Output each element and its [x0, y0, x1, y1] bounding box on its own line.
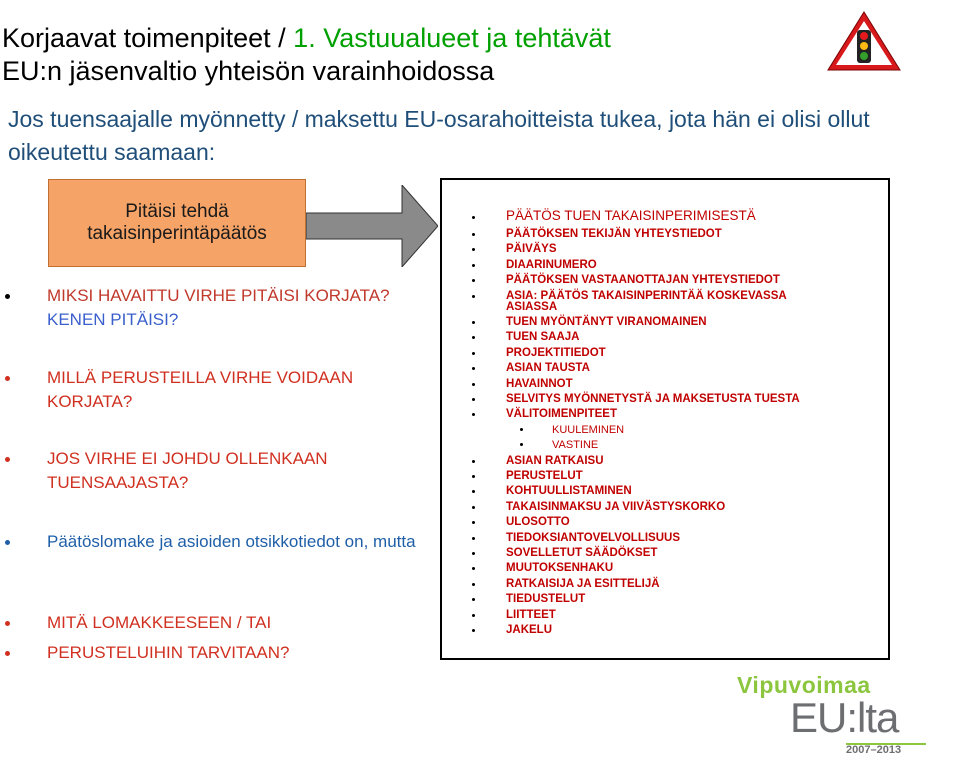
list-item: PERUSTELUIHIN TARVITAAN? [47, 643, 290, 662]
bullet-icon [4, 650, 11, 657]
bullet-icon [4, 375, 11, 382]
decision-item: TIEDOKSIANTOVELVOLLISUUS [506, 531, 681, 544]
bullet-icon [472, 506, 475, 509]
bullet-icon [472, 352, 475, 355]
decision-item: ASIAN TAUSTA [506, 362, 590, 375]
decision-item: PÄÄTÖKSEN VASTAANOTTAJAN YHTEYSTIEDOT [506, 274, 780, 287]
bullet-icon [472, 321, 475, 324]
bullet-icon [472, 614, 475, 617]
decision-item: RATKAISIJA JA ESITTELIJÄ [506, 577, 660, 590]
decision-item: MUUTOKSENHAKU [506, 562, 614, 575]
list-item: MITÄ LOMAKKEESEEN / TAI [47, 613, 272, 632]
decision-box-label: Pitäisi tehdä takaisinperintäpäätös [87, 201, 267, 244]
bullet-icon [472, 216, 475, 219]
bullet-icon [472, 336, 475, 339]
bullet-icon [472, 475, 475, 478]
sub-bullet-icon [520, 443, 523, 446]
decision-box [48, 179, 306, 267]
bullet-icon [472, 367, 475, 370]
brand-eulta: EU:lta [790, 694, 899, 741]
bullet-icon [472, 279, 475, 282]
title-line2: EU:n jäsenvaltio yhteisön varainhoidossa [2, 56, 495, 86]
bullet-icon [472, 398, 475, 401]
decision-item-continuation: ASIASSA [506, 301, 558, 313]
bullet-icon [472, 383, 475, 386]
decision-item: KOHTUULLISTAMINEN [506, 485, 632, 498]
decision-item: HAVAINNOT [506, 377, 573, 390]
arrow-right-icon [306, 185, 438, 267]
bullet-icon [472, 248, 475, 251]
bullet-icon [472, 583, 475, 586]
list-item: Päätöslomake ja asioiden otsikkotiedot on, mutta [47, 532, 416, 551]
decision-item: TUEN MYÖNTÄNYT VIRANOMAINEN [506, 316, 707, 328]
decision-item: PÄIVÄYS [506, 243, 557, 256]
bullet-icon [472, 521, 475, 524]
bullet-icon [472, 233, 475, 236]
page-title [2, 22, 611, 88]
decision-item: DIAARINUMERO [506, 258, 597, 271]
bullet-icon [472, 264, 475, 267]
list-item-extra: KENEN PITÄISI? [47, 310, 179, 329]
decision-item: ASIAN RATKAISU [506, 454, 604, 467]
decision-subitem: KUULEMINEN [552, 423, 625, 436]
decision-item: TAKAISINMAKSU JA VIIVÄSTYSKORKO [506, 500, 726, 513]
traffic-light-sign-icon [826, 8, 906, 76]
brand-vipuvoimaa: Vipuvoimaa [737, 672, 871, 698]
title-prefix: Korjaavat toimenpiteet / [2, 23, 294, 53]
sub-bullet-icon [520, 428, 523, 431]
decision-item: ULOSOTTO [506, 516, 570, 529]
subtitle: Jos tuensaajalle myönnetty / maksettu EU-osarahoitteista tukea, jota hän ei olisi ollut oikeutettu saamaan: [8, 106, 870, 165]
bullet-icon [472, 490, 475, 493]
bullet-icon [472, 413, 475, 416]
bullet-icon [4, 456, 11, 463]
decision-heading: PÄÄTÖS TUEN TAKAISINPERIMISESTÄ [506, 208, 756, 223]
bullet-icon [472, 460, 475, 463]
decision-item: VÄLITOIMENPITEET [506, 408, 617, 421]
decision-item: JAKELU [506, 624, 553, 636]
list-item [47, 284, 427, 332]
bullet-icon [472, 567, 475, 570]
bullet-icon [472, 552, 475, 555]
list-item-text: MIKSI HAVAITTU VIRHE PITÄISI KORJATA? [47, 286, 390, 305]
decision-item: LIITTEET [506, 608, 556, 621]
decision-item: TUEN SAAJA [506, 331, 580, 344]
decision-item: PROJEKTITIEDOT [506, 346, 606, 359]
decision-item: SOVELLETUT SÄÄDÖKSET [506, 547, 658, 559]
decision-contents-box [440, 178, 890, 660]
decision-item: SELVITYS MYÖNNETYSTÄ JA MAKSETUSTA TUESTA [506, 393, 800, 405]
bullet-icon [472, 295, 475, 298]
bullet-icon [472, 537, 475, 540]
decision-subitem: VASTINE [552, 439, 599, 452]
bullet-icon [4, 620, 11, 627]
bullet-icon [472, 629, 475, 632]
decision-item: ASIA: PÄÄTÖS TAKAISINPERINTÄÄ KOSKEVASSA [506, 289, 787, 302]
bullet-icon [4, 293, 11, 300]
list-item: MILLÄ PERUSTEILLA VIRHE VOIDAAN KORJATA? [47, 368, 354, 411]
decision-item: PÄÄTÖKSEN TEKIJÄN YHTEYSTIEDOT [506, 228, 722, 240]
decision-item: PERUSTELUT [506, 470, 583, 482]
title-accent: 1. Vastuualueet ja tehtävät [293, 23, 611, 53]
bullet-icon [472, 598, 475, 601]
brand-years: 2007–2013 [846, 743, 926, 757]
bullet-icon [4, 539, 11, 546]
decision-item: TIEDUSTELUT [506, 593, 586, 606]
list-item: JOS VIRHE EI JOHDU OLLENKAAN TUENSAAJASTA? [47, 449, 328, 492]
